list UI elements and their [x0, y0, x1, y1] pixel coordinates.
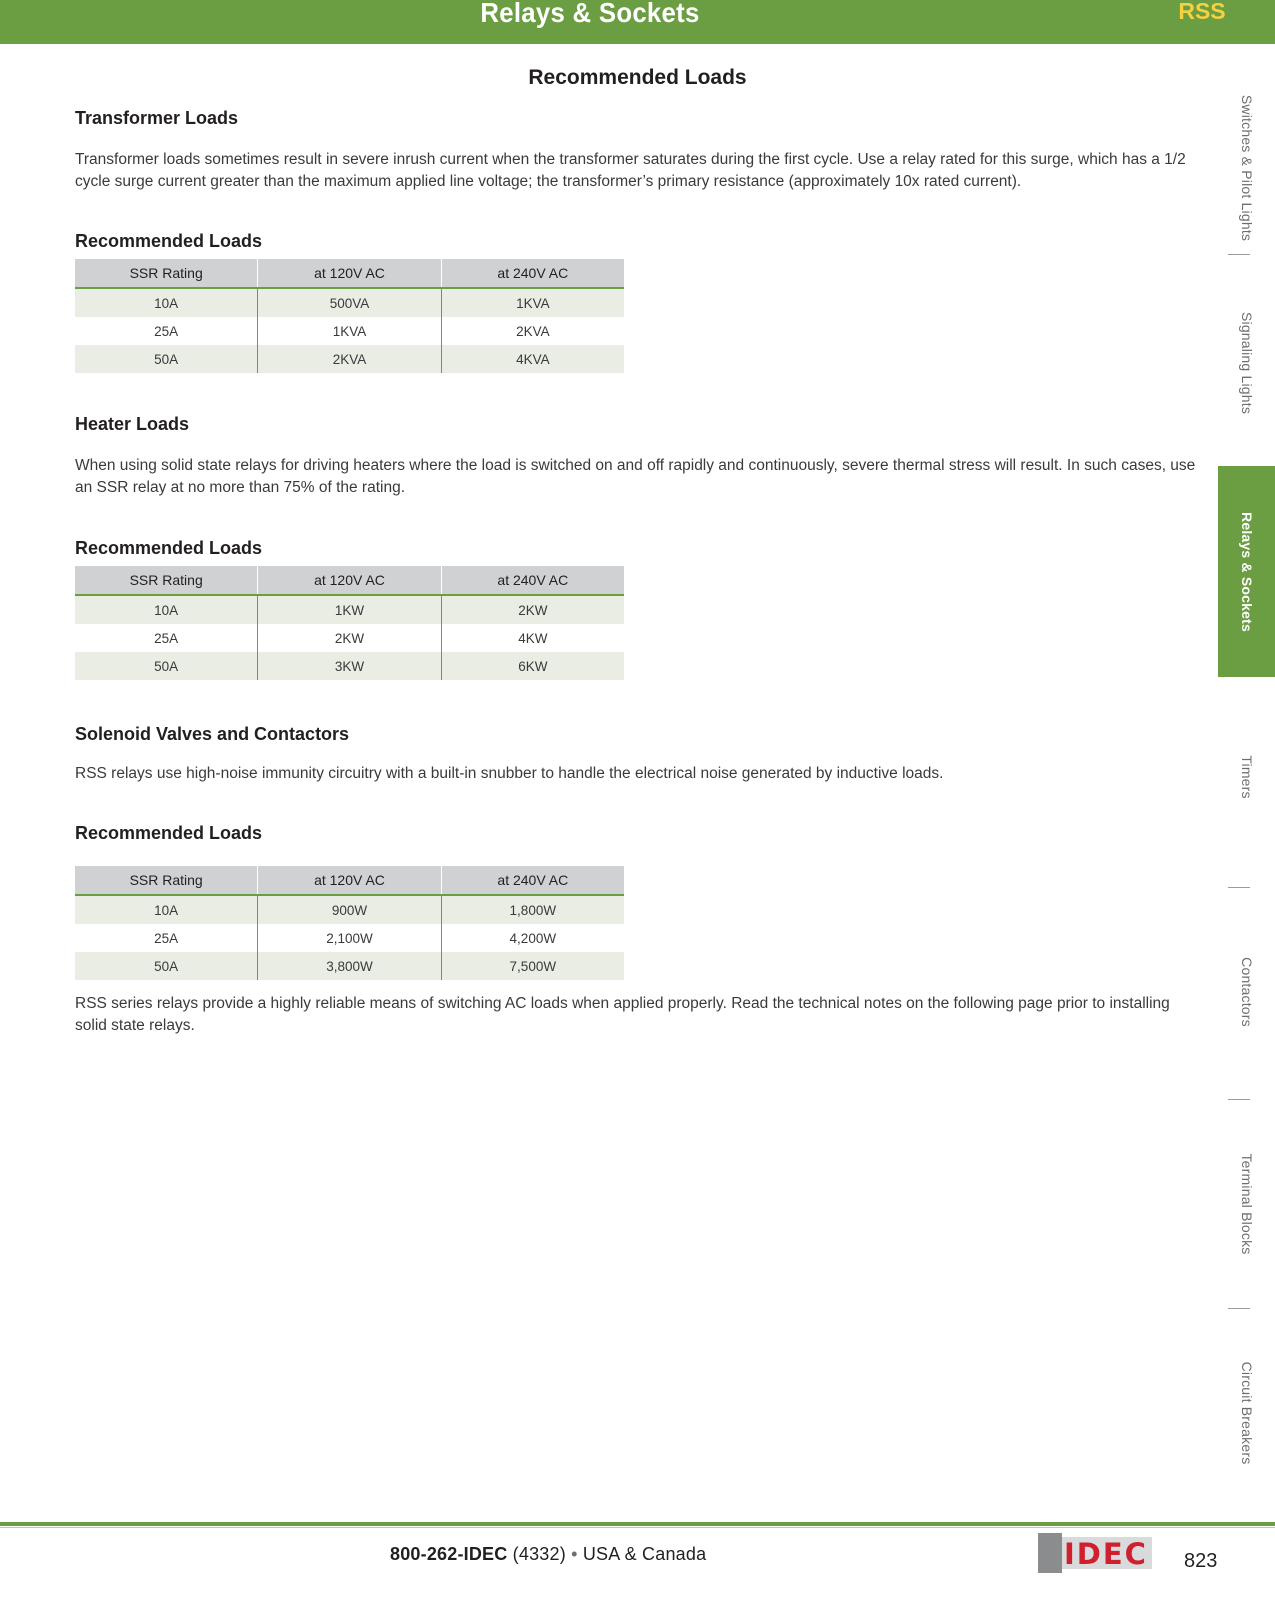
table-title-transformer-loads: Recommended Loads	[75, 231, 263, 251]
table-cell: 2,100W	[258, 924, 441, 952]
footer-region: USA & Canada	[582, 1544, 707, 1564]
table-title-heater-loads: Recommended Loads	[75, 538, 263, 558]
side-tab-strip	[1218, 44, 1275, 1519]
section-heading-heater-loads: Heater Loads	[75, 414, 190, 434]
table-header-row	[75, 566, 624, 595]
paragraph-heater-loads: When using solid state relays for driving heaters where the load is switched on and off rapidly and continuously, severe thermal stress will result. In such cases, use an SSR relay at no more than 75% of the rating.	[75, 457, 1196, 496]
table-cell: 50A	[75, 952, 258, 980]
column-header: at 240V AC	[441, 866, 624, 895]
table-cell: 2KVA	[258, 345, 441, 373]
closing-paragraph: RSS series relays provide a highly reliable means of switching AC loads when applied properly. Read the technical notes on the following page prior to installing solid state relays.	[75, 995, 1170, 1034]
table-cell: 6KW	[441, 652, 624, 680]
table-cell: 900W	[258, 895, 441, 924]
table-row	[75, 895, 624, 924]
table-cell: 10A	[75, 895, 258, 924]
column-header: SSR Rating	[75, 866, 258, 895]
side-tab-signaling-lights[interactable]	[1218, 258, 1275, 468]
section-heading-transformer-loads: Transformer Loads	[75, 108, 239, 128]
side-tab-label: Switches & Pilot Lights	[1238, 94, 1255, 242]
table-cell: 1KW	[258, 595, 441, 624]
table-row	[75, 924, 624, 952]
footer-rule	[0, 1522, 1275, 1526]
column-header: at 120V AC	[258, 259, 441, 288]
table-cell: 1KVA	[258, 317, 441, 345]
footer-rule-thin	[0, 1527, 1275, 1528]
side-tab-relays-sockets[interactable]	[1218, 466, 1275, 677]
table-cell: 10A	[75, 595, 258, 624]
side-tab-label: Circuit Breakers	[1238, 1361, 1255, 1464]
column-header: at 240V AC	[441, 566, 624, 595]
page-title: Recommended Loads	[528, 66, 747, 89]
table-cell: 50A	[75, 652, 258, 680]
tab-divider	[1228, 1308, 1250, 1309]
side-tab-circuit-breakers[interactable]	[1218, 1310, 1275, 1515]
column-header: at 240V AC	[441, 259, 624, 288]
solenoid-valves-contactors-table	[75, 866, 624, 980]
table-cell: 4,200W	[441, 924, 624, 952]
footer-phone-digits: (4332)	[512, 1544, 566, 1564]
transformer-loads-table	[75, 259, 624, 373]
column-header: SSR Rating	[75, 259, 258, 288]
side-tab-terminal-blocks[interactable]	[1218, 1101, 1275, 1306]
tab-divider	[1228, 254, 1250, 255]
idec-logo-icon	[1038, 1533, 1152, 1573]
side-tab-timers[interactable]	[1218, 677, 1275, 877]
table-row	[75, 652, 624, 680]
tab-divider	[1228, 1099, 1250, 1100]
table-row	[75, 595, 624, 624]
tab-divider	[1228, 887, 1250, 888]
table-cell: 50A	[75, 345, 258, 373]
table-cell: 1KVA	[441, 288, 624, 317]
header-code: RSS	[1178, 0, 1226, 24]
table-cell: 7,500W	[441, 952, 624, 980]
column-header: at 120V AC	[258, 866, 441, 895]
column-header: SSR Rating	[75, 566, 258, 595]
table-row	[75, 345, 624, 373]
header-bar	[0, 0, 1275, 44]
table-title-solenoid-valves-contactors: Recommended Loads	[75, 823, 263, 843]
footer-phone: 800-262-IDEC	[390, 1544, 508, 1564]
table-cell: 4KVA	[441, 345, 624, 373]
table-row	[75, 317, 624, 345]
side-tab-contactors[interactable]	[1218, 889, 1275, 1094]
table-cell: 2KW	[258, 624, 441, 652]
table-cell: 3KW	[258, 652, 441, 680]
table-cell: 25A	[154, 930, 179, 946]
brand-logo-text: IDEC	[1064, 1537, 1148, 1571]
table-row	[75, 624, 624, 652]
column-header: at 120V AC	[258, 566, 441, 595]
section-heading-solenoid-valves-contactors: Solenoid Valves and Contactors	[75, 724, 350, 744]
paragraph-transformer-loads: Transformer loads sometimes result in severe inrush current when the transformer saturates during the first cycle. Use a relay rated for this surge, which has a 1/2 cycle surge current greater than the maximum applied line voltage; the transformer’s primary resistance (approximately 10x rated current).	[75, 151, 1186, 190]
header-title: Relays & Sockets	[480, 0, 700, 28]
table-cell: 2KVA	[441, 317, 624, 345]
side-tab-label: Relays & Sockets	[1238, 511, 1255, 632]
table-row	[75, 288, 624, 317]
footer-contact	[390, 1544, 706, 1565]
table-cell: 25A	[154, 630, 179, 646]
heater-loads-table	[75, 566, 624, 680]
table-header-row	[75, 259, 624, 288]
table-cell: 10A	[75, 288, 258, 317]
paragraph-solenoid-valves-contactors: RSS relays use high-noise immunity circuitry with a built-in snubber to handle the electrical noise generated by inductive loads.	[75, 765, 944, 782]
side-tab-label: Terminal Blocks	[1238, 1152, 1255, 1255]
table-cell: 3,800W	[258, 952, 441, 980]
table-header-row	[75, 866, 624, 895]
side-tab-label: Contactors	[1238, 956, 1255, 1027]
footer-bullet: •	[571, 1544, 578, 1564]
table-cell: 2KW	[441, 595, 624, 624]
table-cell: 1,800W	[441, 895, 624, 924]
side-tab-label: Timers	[1238, 755, 1255, 799]
table-row	[75, 952, 624, 980]
table-cell: 25A	[154, 323, 179, 339]
side-tab-switches-pilot-lights[interactable]	[1218, 68, 1275, 268]
side-tab-label: Signaling Lights	[1238, 311, 1255, 415]
table-cell: 500VA	[258, 288, 441, 317]
page-number: 823	[1184, 1550, 1218, 1572]
table-cell: 4KW	[441, 624, 624, 652]
